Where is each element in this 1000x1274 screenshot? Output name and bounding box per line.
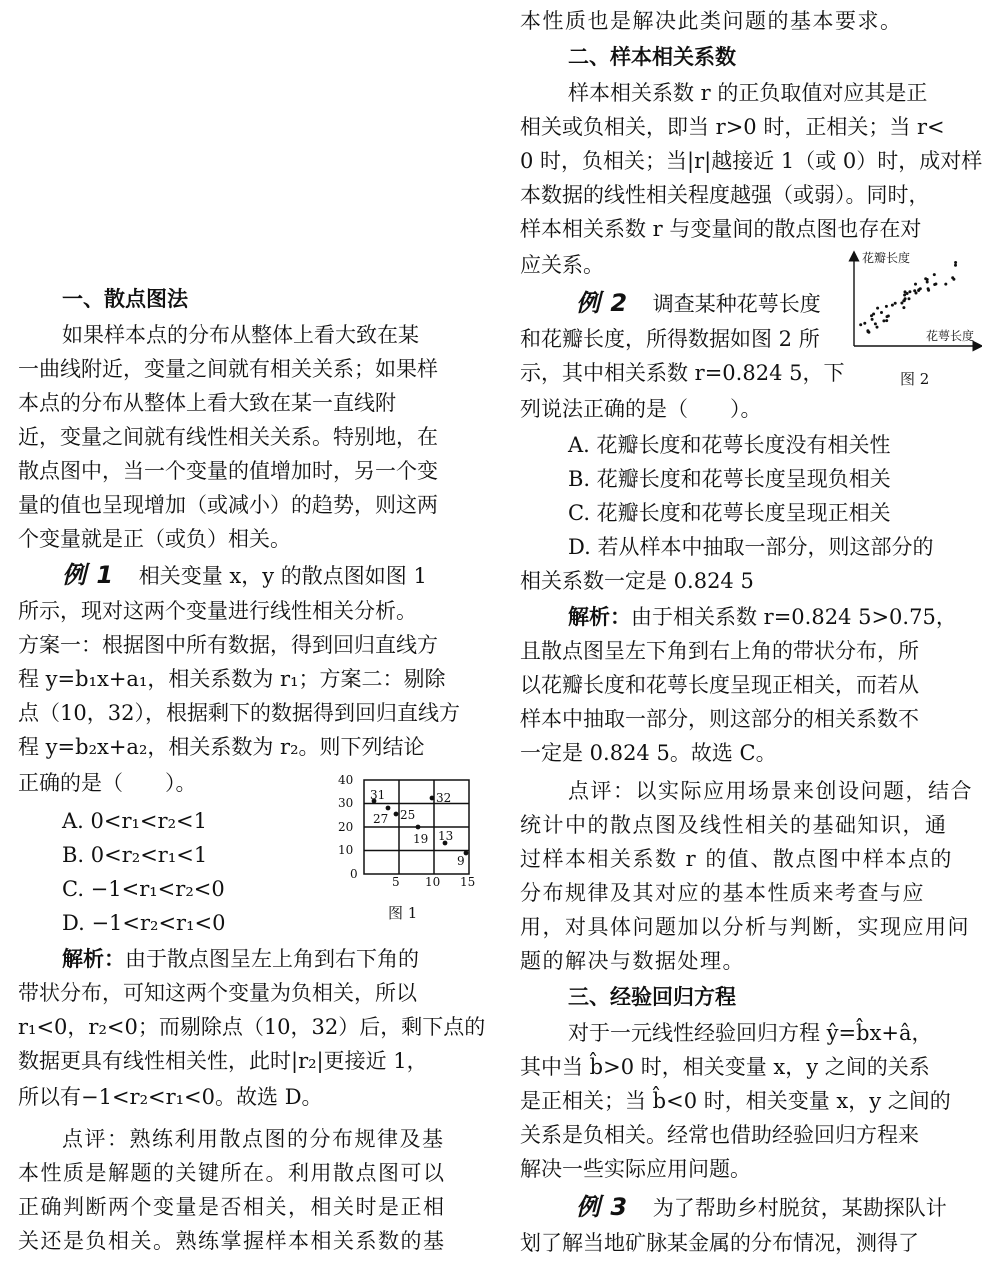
ex2-option-a: A. 花瓣长度和花萼长度没有相关性 (568, 433, 891, 457)
s2-line-3: 0 时，负相关；当|r|越接近 1（或 0）时，成对样 (520, 149, 983, 173)
cmt1-line-2: 正确判断两个变量是否相关，相关时是正相 (18, 1195, 446, 1219)
s2-line-1: 样本相关系数 r 的正负取值对应其是正 (568, 81, 928, 105)
fig2-point (900, 302, 903, 305)
fig2-point (874, 322, 877, 325)
ex2-option-c: C. 花瓣长度和花萼长度呈现正相关 (568, 501, 891, 525)
example3-label: 例 3 (576, 1193, 629, 1221)
fig2-y-axis-label: 花瓣长度 (862, 251, 911, 265)
fig2-point (903, 294, 906, 297)
ex1-line-4: 点（10，32），根据剩下的数据得到回归直线方 (18, 701, 460, 725)
sol2-line-1: 且散点图呈左下角到右上角的带状分布，所 (520, 639, 919, 663)
fig2-point (859, 323, 862, 326)
fig2-point (876, 326, 879, 329)
fig2-point (908, 290, 911, 293)
ex1-line-1: 所示，现对这两个变量进行线性相关分析。 (18, 599, 417, 623)
cmt2-line-1: 点评：以实际应用场景来创设问题，结合 (568, 779, 973, 803)
s3-line-4: 关系是负相关。经常也借助经验回归方程来 (520, 1123, 919, 1147)
solution2-first-line: 由于相关系数 r=0.824 5>0.75， (631, 605, 957, 629)
fig1-label-13: 13 (438, 829, 454, 843)
ex2-line-2: 和花瓣长度，所得数据如图 2 所 (520, 327, 820, 351)
s1-line-6: 量的值也呈现增加（或减小）的趋势，则这两 (18, 493, 438, 517)
cmt1-line-3: 关还是负相关。熟练掌握样本相关系数的基 (18, 1229, 446, 1253)
fig2-point (880, 311, 883, 314)
fig2-point (913, 289, 916, 292)
section3-title: 三、经验回归方程 (568, 985, 736, 1009)
fig2-point (951, 276, 954, 279)
s1-line-1: 如果样本点的分布从整体上看大致在某 (62, 323, 419, 347)
fig2-point (872, 313, 875, 316)
solution1-heading (62, 942, 419, 976)
figure2-caption: 图 2 (900, 370, 930, 388)
section2-title: 二、样本相关系数 (568, 45, 736, 69)
figure2-scatter (846, 250, 982, 352)
s3-line-5: 解决一些实际应用问题。 (520, 1157, 751, 1181)
fig1-ytick-0: 0 (350, 867, 358, 881)
ex1-line-6: 正确的是（ ）。 (18, 771, 197, 795)
fig2-point (926, 281, 929, 284)
fig2-point (891, 304, 894, 307)
s2-line-2: 相关或负相关，即当 r>0 时，正相关；当 r< (520, 115, 945, 139)
fig2-point (882, 319, 885, 322)
fig1-label-32: 32 (436, 791, 452, 805)
fig1-ytick-40: 40 (338, 773, 354, 787)
fig2-point (954, 264, 957, 267)
option-b: B. 0<r₂<r₁<1 (62, 843, 208, 867)
s2-line-5: 样本相关系数 r 与变量间的散点图也存在对 (520, 217, 922, 241)
s1-line-7: 个变量就是正（或负）相关。 (18, 527, 291, 551)
solution2-heading (568, 600, 957, 634)
fig2-x-axis-label: 花萼长度 (926, 329, 975, 343)
fig2-point (876, 307, 879, 310)
solution2-label: 解析： (568, 605, 631, 629)
fig1-xtick-15: 15 (460, 875, 476, 889)
ex2-line-4: 列说法正确的是（ ）。 (520, 397, 762, 421)
s1-line-2: 一曲线附近，变量之间就有相关关系；如果样 (18, 357, 438, 381)
fig1-point (394, 812, 399, 817)
fig1-label-25: 25 (400, 808, 416, 822)
ex2-line-3: 示，其中相关系数 r=0.824 5，下 (520, 361, 845, 385)
fig2-point (886, 315, 889, 318)
cmt2-line-3: 过样本相关系数 r 的值、散点图中样本点的 (520, 847, 953, 871)
example1-heading (62, 558, 427, 592)
ex2-option-d: D. 若从样本中抽取一部分，则这部分的 (568, 535, 934, 559)
fig1-xtick-10: 10 (425, 875, 441, 889)
fig1-label-31: 31 (370, 788, 386, 802)
ex3-line-2: 划了解当地矿脉某金属的分布情况，测得了 (520, 1231, 919, 1255)
sol1-line-1: 带状分布，可知这两个变量为负相关，所以 (18, 981, 417, 1005)
fig1-point (430, 796, 435, 801)
fig2-point (944, 283, 947, 286)
fig2-point (863, 322, 866, 325)
fig1-point (416, 825, 421, 830)
ex2-line-1: 调查某种花萼长度 (652, 292, 821, 316)
example3-heading (576, 1190, 947, 1224)
sol2-line-3: 样本中抽取一部分，则这部分的相关系数不 (520, 707, 919, 731)
fig1-xtick-5: 5 (392, 875, 400, 889)
fig2-point (933, 283, 936, 286)
cmt2-line-6: 题的解决与数据处理。 (520, 949, 745, 973)
fig2-point (927, 289, 930, 292)
s1-line-4: 近，变量之间就有线性相关关系。特别地，在 (18, 425, 438, 449)
sol1-line-2: r₁<0，r₂<0；而剔除点（10，32）后，剩下点的 (18, 1015, 486, 1039)
example1-first-line: 相关变量 x，y 的散点图如图 1 (138, 564, 427, 588)
ex2-option-d-cont: 相关系数一定是 0.824 5 (520, 569, 754, 593)
figure1-scatter (336, 772, 476, 890)
option-d: D. −1<r₂<r₁<0 (62, 911, 226, 935)
s2-line-4: 本数据的线性相关程度越强（或弱）。同时， (520, 183, 930, 207)
s1-line-5: 散点图中，当一个变量的值增加时，另一个变 (18, 459, 438, 483)
s1-line-3: 本点的分布从整体上看大致在某一直线附 (18, 391, 396, 415)
section1-title: 一、散点图法 (62, 287, 188, 311)
fig1-ytick-10: 10 (338, 843, 354, 857)
example3-first-line: 为了帮助乡村脱贫，某勘探队计 (652, 1196, 947, 1220)
fig2-point (933, 273, 936, 276)
fig1-label-27: 27 (373, 812, 389, 826)
s3-line-2: 其中当 b̂>0 时，相关变量 x，y 之间的关系 (520, 1055, 930, 1079)
fig2-point (885, 319, 888, 322)
ex1-line-2: 方案一：根据图中所有数据，得到回归直线方 (18, 633, 438, 657)
cmt2-line-5: 用，对具体问题加以分析与判断，实现应用问 (520, 915, 970, 939)
s3-line-1: 对于一元线性经验回归方程 ŷ=b̂x+â， (568, 1021, 933, 1045)
s2-line-6: 应关系。 (520, 253, 604, 277)
fig1-point (386, 806, 391, 811)
ex1-line-5: 程 y=b₂x+a₂，相关系数为 r₂。则下列结论 (18, 735, 425, 759)
fig2-point (917, 289, 920, 292)
sol2-line-4: 一定是 0.824 5。故选 C。 (520, 741, 777, 765)
figure1-caption: 图 1 (388, 904, 418, 922)
sol1-line-3: 数据更具有线性相关性，此时|r₂|更接近 1， (18, 1049, 428, 1073)
fig2-point (885, 305, 888, 308)
fig2-point (954, 261, 957, 264)
cmt2-line-4: 分布规律及其对应的基本性质来考查与应 (520, 881, 925, 905)
ex1-line-3: 程 y=b₁x+a₁，相关系数为 r₁；方案二：剔除 (18, 667, 446, 691)
fig2-point (908, 297, 911, 300)
example2-heading (576, 286, 821, 320)
option-a: A. 0<r₁<r₂<1 (62, 809, 207, 833)
fig2-point (894, 302, 897, 305)
sol2-line-2: 以花瓣长度和花萼长度呈现正相关，而若从 (520, 673, 919, 697)
cmt1-line-1: 本性质是解题的关键所在。利用散点图可以 (18, 1161, 446, 1185)
fig1-label-19: 19 (413, 832, 429, 846)
fig1-label-9: 9 (457, 854, 465, 868)
example2-label: 例 2 (576, 289, 629, 317)
fig2-point (867, 331, 870, 334)
fig2-point (871, 318, 874, 321)
sol1-line-4: 所以有−1<r₂<r₁<0。故选 D。 (18, 1085, 323, 1109)
ex2-option-b: B. 花瓣长度和花萼长度呈现负相关 (568, 467, 891, 491)
fig1-ytick-20: 20 (338, 820, 354, 834)
comment1-first-line: 点评：熟练利用散点图的分布规律及基 (62, 1127, 445, 1151)
solution1-label: 解析： (62, 947, 125, 971)
fig2-point (904, 290, 907, 293)
cmt2-line-2: 统计中的散点图及线性相关的基础知识，通 (520, 813, 948, 837)
example1-label: 例 1 (62, 561, 115, 589)
fig1-ytick-30: 30 (338, 796, 354, 810)
fig2-point (904, 297, 907, 300)
fig2-point (914, 283, 917, 286)
solution1-first-line: 由于散点图呈左上角到右下角的 (125, 947, 419, 971)
fig2-point (902, 306, 905, 309)
option-c: C. −1<r₁<r₂<0 (62, 877, 225, 901)
s3-line-3: 是正相关；当 b̂<0 时，相关变量 x，y 之间的 (520, 1089, 951, 1113)
right-top-line: 本性质也是解决此类问题的基本要求。 (520, 9, 903, 33)
